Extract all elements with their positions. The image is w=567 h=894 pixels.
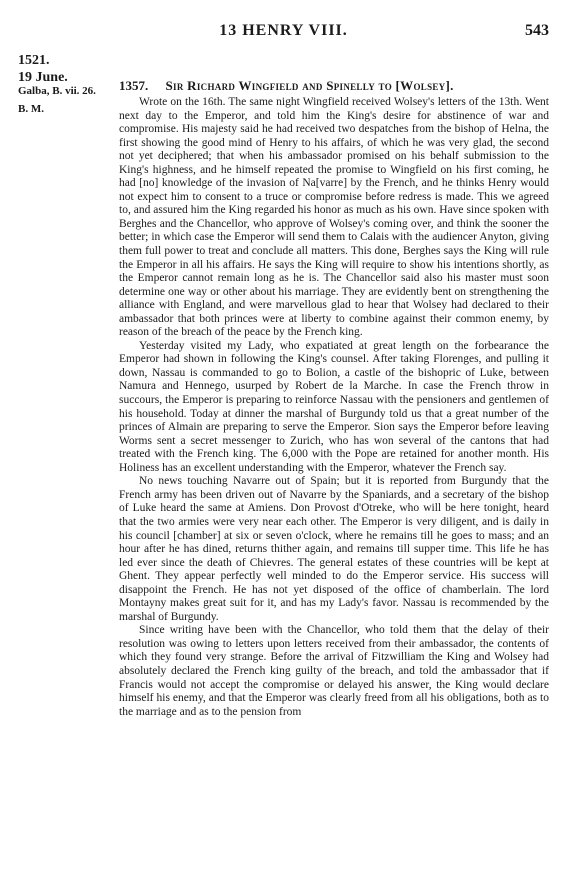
margin-notes: [18, 54, 98, 116]
paragraph-2: Yesterday visited my Lady, who expatiated at great length on the forbearance the Emperor had shown in following the King's counsel. After taking Florenges, and pulling it down, Nassau is commanded to go to Bolion, a castle of the bishopric of Luke, between Namura and Hennego, usurped by Robert de la Marche. In case the French throw in succours, the Emperor is preparing to reinforce Nassau with the pensioners and gentlemen of his household. Today at dinner the marshal of Burgundy told us that a great number of the princes of Almain are preparing to serve the Emperor. Sion says the Emperor before leaving Worms sent a secret messenger to Zurich, who has won several of the cantons that had treated with the French king. The 6,000 with the Pope are retained for another month. His Holiness has an excellent understanding with the Emperor, whatever the French say.: [119, 339, 549, 474]
paragraph-1: Wrote on the 16th. The same night Wingfield received Wolsey's letters of the 13th. Went next day to the Emperor, and told him the King's desire for abstinence of war and compromise. His majesty said he had received two despatches from the bishop of Helna, the first showing the good mind of Henry to his affairs, of which he was very glad, the second not yet deciphered; that when his ambassador promised on his behalf submission to the King's highness, and he himself repeated the promise to Wingfield on his first coming, he had [no] knowledge of the invasion of Na[varre] by the French, and he thinks Henry would not expect him to consent to a truce or compromise before redress is made. This we agreed to, and assured him the King regarded his honor as much as his own. Have since spoken with Berghes and the Chancellor, who approve of Wolsey's coming over, and think the sooner the better; in which case the Emperor will send them to Calais with the audiencer Anyton, giving them full power to treat and conclude all matters. This done, Berghes says the King will rule the Emperor in all his affairs. He says the King will require to show his intentions shortly, as the Emperor cannot remain long as he is. The Chancellor said also his master must soon determine one way or other about his marriage. They are evidently bent on strengthening the alliance with England, and were marvellous glad to hear that Wolsey had declared to their ambassador that both princes were at liberty to combine against their common enemy, by reason of the breach of the peace by the French king.: [119, 96, 549, 339]
running-header: [0, 22, 567, 40]
page-number: 543: [525, 22, 549, 39]
entry-body: [119, 96, 549, 719]
margin-reference: Galba, B. vii. 26.: [18, 85, 96, 97]
paragraph-4: Since writing have been with the Chancellor, who told them that the delay of their resolution was owing to letters upon letters received from their ambassador, the contents of which they found very strange. Before the arrival of Fitzwilliam the King and Wolsey had absolutely declared the French king guilty of the breach, and told the ambassador that if Francis would not accept the compromise or delayed his answer, the King would declare himself his enemy, and that the Emperor was clearly freed from all his obligations, both as to the marriage and as to the pension from: [119, 624, 549, 718]
entry-heading: [119, 78, 549, 94]
margin-year: 1521.: [18, 53, 50, 68]
paragraph-3: No news touching Navarre out of Spain; but it is reported from Burgundy that the French army has been driven out of Navarre by the Spaniards, and a secretary of the bishop of Luke heard the same at Amiens. Don Provost d'Otreke, who will be here tonight, heard that the two armies were very near each other. The Emperor is very diligent, and is daily in his council [chamber] at six or seven o'clock, where he remains till he goes to mass; and an hour after he has dined, returns thither again, and remains till supper time. This life he has led ever since the death of Chievres. The general estates of these countries will be kept at Ghent. They appear perfectly well minded to do the Emperor service. His success will disappoint the French. He has not yet disposed of the office of chamberlain. The lord Montayny makes great suit for it, and has my Lady's favor. Nassau is recommended by the marshal of Burgundy.: [119, 475, 549, 623]
entry-number: 1357.: [119, 78, 149, 93]
entry-title: Sir Richard Wingfield and Spinelly to [Wolsey].: [165, 78, 454, 93]
running-title: 13 HENRY VIII.: [219, 22, 348, 39]
margin-date: 19 June.: [18, 70, 68, 85]
margin-library: B. M.: [18, 103, 44, 115]
